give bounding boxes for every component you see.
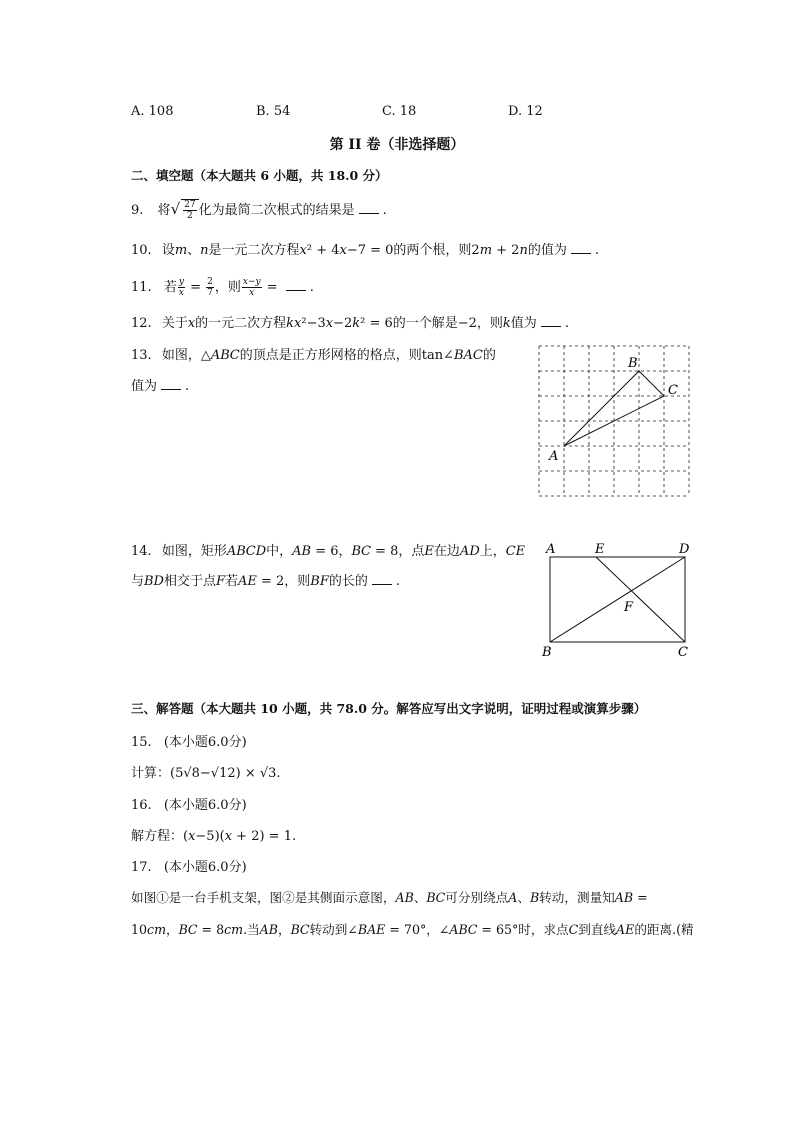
segment-ce xyxy=(596,557,685,642)
question-15-body: 计算：(5√8−√12) × √3. xyxy=(131,766,281,781)
point-label-f: F xyxy=(624,600,634,615)
question-mid: ，则 xyxy=(214,280,241,295)
option-b: B. 54 xyxy=(256,104,291,119)
question-number: 15. xyxy=(131,735,152,750)
question-end: . xyxy=(309,280,314,295)
question-17-line1: 如图①是一台手机支架，图②是其侧面示意图，𝐴𝐵、𝐵𝐶可分别绕点𝐴、𝐵转动，测量知𝐴𝐵 = xyxy=(131,890,648,905)
rectangle-figure xyxy=(538,540,698,665)
fraction-denominator: 2 xyxy=(186,211,193,221)
question-10 xyxy=(131,239,599,258)
question-16-body: 解方程：(𝑥−5)(𝑥 + 2) = 1. xyxy=(131,829,297,844)
score-label: (本小题6.0分) xyxy=(163,735,247,750)
section-title: 第 II 卷（非选择题） xyxy=(329,137,465,153)
fraction-numerator: 2 xyxy=(207,277,213,287)
vertex-label-b: B xyxy=(628,356,638,371)
question-number: 10. xyxy=(131,243,152,258)
segment-bd xyxy=(550,557,685,642)
question-17-line2: 10𝑐𝑚，𝐵𝐶 = 8𝑐𝑚.当𝐴𝐵，𝐵𝐶转动到∠𝐵𝐴𝐸 = 70°，∠𝐴𝐵𝐶 = 65°时，求点𝐶到直线𝐴𝐸的距离.(精 xyxy=(131,922,694,937)
vertex-label-a: A xyxy=(549,449,559,464)
score-label: (本小题6.0分) xyxy=(163,798,247,813)
answer-blank[interactable] xyxy=(541,316,561,327)
question-text: 化为最简二次根式的结果是 xyxy=(198,203,355,218)
option-a: A. 108 xyxy=(131,104,174,119)
question-number: 12. xyxy=(131,316,152,331)
question-14 xyxy=(131,540,525,559)
fraction-numerator: x−y xyxy=(242,277,261,287)
question-pre: 将 xyxy=(157,203,171,218)
question-13-line2 xyxy=(131,375,189,394)
question-end: . xyxy=(564,316,569,331)
question-14-line2 xyxy=(131,570,400,589)
vertex-label-e: E xyxy=(595,542,605,557)
answer-blank[interactable] xyxy=(571,243,591,254)
answer-blank[interactable] xyxy=(286,280,306,291)
question-end: . xyxy=(594,243,599,258)
question-number: 16. xyxy=(131,798,152,813)
question-15-header xyxy=(131,731,247,750)
question-number: 11. xyxy=(131,280,152,295)
question-11 xyxy=(131,276,314,298)
sqrt-sign: √ xyxy=(170,200,181,218)
question-end: . xyxy=(395,574,401,589)
question-12 xyxy=(131,312,569,331)
fill-in-header: 二、填空题（本大题共 6 小题，共 18.0 分） xyxy=(131,168,388,183)
vertex-label-b: B xyxy=(542,645,552,660)
answer-blank[interactable] xyxy=(359,203,379,214)
question-text: 关于𝑥的一元二次方程𝑘𝑥²−3𝑥−2𝑘² = 6的一个解是−2，则𝑘值为 xyxy=(161,316,537,331)
question-17-header xyxy=(131,856,247,875)
equals-sign: = xyxy=(185,280,206,295)
question-end: . xyxy=(185,379,190,394)
option-c: C. 18 xyxy=(382,104,417,119)
question-13 xyxy=(131,344,496,363)
vertex-label-a: A xyxy=(546,542,556,557)
triangle-grid-figure xyxy=(535,342,695,502)
option-d: D. 12 xyxy=(508,104,543,119)
equals-sign: = xyxy=(262,280,282,295)
vertex-label-c: C xyxy=(678,645,688,660)
score-label: (本小题6.0分) xyxy=(163,860,247,875)
fraction-numerator: 27 xyxy=(184,200,196,210)
question-text: 值为 xyxy=(131,379,158,394)
question-9 xyxy=(131,199,387,221)
answer-blank[interactable] xyxy=(161,379,181,390)
question-number: 14. xyxy=(131,544,152,559)
question-16-header xyxy=(131,794,247,813)
question-text: 如图，矩形𝐴𝐵𝐶𝐷中，𝐴𝐵 = 6，𝐵𝐶 = 8，点𝐸在边𝐴𝐷上，𝐶𝐸 xyxy=(161,544,526,559)
fraction-numerator: y xyxy=(178,277,184,287)
question-number: 9. xyxy=(131,203,144,218)
question-number: 17. xyxy=(131,860,152,875)
question-text: 如图，△𝐴𝐵𝐶的顶点是正方形网格的格点，则tan∠𝐵𝐴𝐶的 xyxy=(161,348,496,363)
solve-header: 三、解答题（本大题共 10 小题，共 78.0 分。解答应写出文字说明，证明过程或演算步骤） xyxy=(131,701,647,716)
vertex-label-d: D xyxy=(679,542,690,557)
question-number: 13. xyxy=(131,348,152,363)
answer-blank[interactable] xyxy=(372,574,392,585)
fraction-denominator: 7 xyxy=(207,288,213,298)
fraction-denominator: x xyxy=(249,288,255,298)
question-end: . xyxy=(382,203,387,218)
fraction-denominator: x xyxy=(178,288,184,298)
question-text: 设𝑚、𝑛是一元二次方程𝑥² + 4𝑥−7 = 0的两个根，则2𝑚 + 2𝑛的值为 xyxy=(161,243,567,258)
vertex-label-c: C xyxy=(668,383,678,398)
question-pre: 若 xyxy=(163,280,177,295)
question-text: 与𝐵𝐷相交于点𝐹若𝐴𝐸 = 2，则𝐵𝐹的长的 xyxy=(131,574,368,589)
